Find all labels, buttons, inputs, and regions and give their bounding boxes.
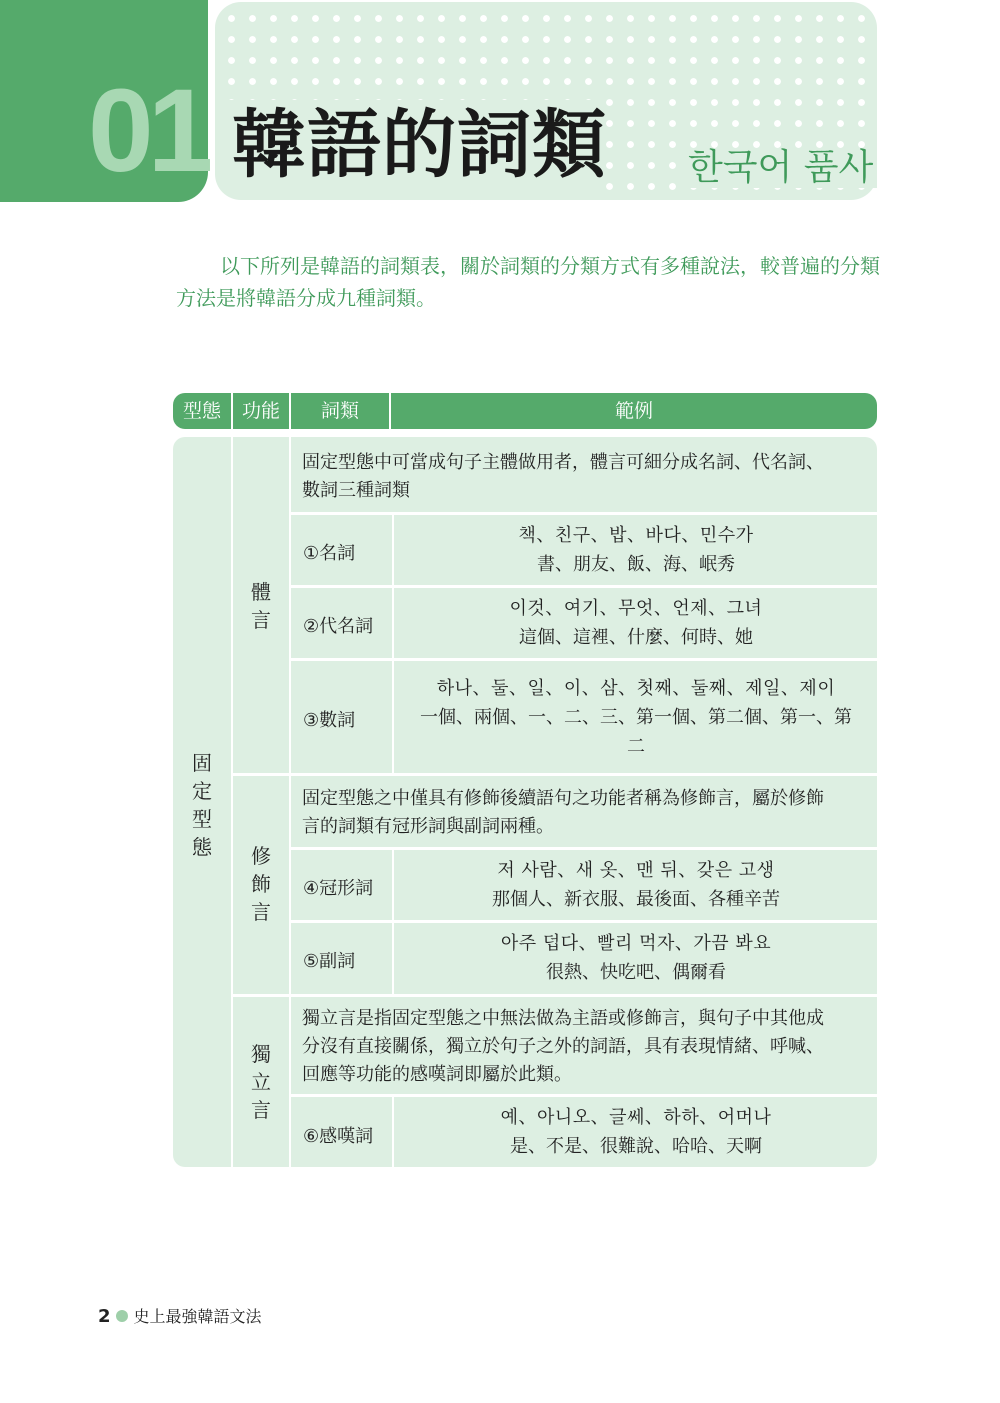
description-line: 分沒有直接關係，獨立於句子之外的詞語，具有表現情緒、呼喊、 — [302, 1036, 824, 1057]
example-chinese: 這個、這裡、什麼、何時、她 — [519, 627, 753, 648]
example-chinese: 是、不是、很難說、哈哈、天啊 — [510, 1136, 762, 1157]
divider — [291, 585, 877, 588]
word-class-pronoun: ②代名詞 — [303, 616, 374, 637]
divider — [289, 437, 291, 1167]
group-description — [302, 449, 868, 505]
example-korean: 책、친구、밥、바다、민수가 — [518, 525, 754, 546]
divider — [233, 773, 877, 776]
description-line: 固定型態之中僅具有修飾後續語句之功能者稱為修飾言，屬於修飾 — [302, 788, 824, 809]
group-description — [302, 785, 868, 841]
header-examples: 範例 — [391, 393, 877, 429]
chapter-number-text: 01 — [88, 65, 208, 197]
word-class-table — [173, 437, 877, 1167]
example-cell — [395, 856, 877, 914]
example-chinese: 很熱、快吃吧、偶爾看 — [546, 962, 726, 983]
description-line: 獨立言是指固定型態之中無法做為主語或修飾言，與句子中其他成 — [302, 1008, 824, 1029]
divider — [291, 658, 877, 661]
chapter-number-block — [0, 0, 208, 202]
example-chinese: 二 — [627, 736, 645, 757]
description-line: 固定型態中可當成句子主體做用者，體言可細分成名詞、代名詞、 — [302, 452, 824, 473]
example-korean: 아주 덥다、빨리 먹자、가끔 봐요 — [500, 933, 772, 954]
divider — [291, 920, 877, 923]
example-korean: 저 사람、새 옷、맨 뒤、갖은 고생 — [497, 860, 775, 881]
example-korean: 이것、여기、무엇、언제、그녀 — [509, 598, 763, 619]
divider — [392, 512, 394, 775]
bullet-dot-icon — [116, 1310, 128, 1322]
header-function: 功能 — [233, 393, 289, 429]
example-cell — [395, 674, 877, 761]
example-korean: 예、아니오、글쎄、하하、어머나 — [500, 1107, 772, 1128]
example-cell — [395, 1103, 877, 1161]
group-description — [302, 1005, 868, 1089]
chapter-number — [88, 65, 208, 197]
divider — [231, 437, 233, 1167]
word-class-noun: ①名詞 — [303, 543, 356, 564]
description-line: 回應等功能的感嘆詞即屬於此類。 — [302, 1064, 572, 1085]
function-label-substantive: 體言 — [251, 580, 271, 632]
header-form: 型態 — [173, 393, 231, 429]
word-class-determiner: ④冠形詞 — [303, 878, 374, 899]
form-label: 固定型態 — [192, 751, 212, 859]
divider — [291, 512, 877, 515]
example-cell — [395, 929, 877, 987]
function-label-independent: 獨立言 — [251, 1042, 271, 1122]
intro-line-1: 以下所列是韓語的詞類表，關於詞類的分類方式有多種說法，較普遍 — [220, 254, 820, 278]
divider — [291, 1094, 877, 1097]
table-header-row — [173, 393, 877, 429]
example-korean: 하나、둘、일、이、삼、첫째、둘째、제일、제이 — [436, 678, 836, 699]
description-line: 言的詞類有冠形詞與副詞兩種。 — [302, 816, 554, 837]
word-class-numeral: ③數詞 — [303, 710, 356, 731]
page-number: 2 — [98, 1306, 111, 1327]
function-label-modifier: 修飾言 — [251, 844, 271, 924]
description-line: 數詞三種詞類 — [302, 480, 410, 501]
example-chinese: 那個人、新衣服、最後面、各種辛苦 — [492, 889, 780, 910]
divider — [291, 847, 877, 850]
example-chinese: 一個、兩個、一、二、三、第一個、第二個、第一、第 — [420, 707, 852, 728]
intro-line-2: 的分類方法是將韓語分成九種詞類。 — [176, 254, 880, 310]
page-footer — [98, 1304, 262, 1327]
divider — [392, 1096, 394, 1167]
divider — [233, 994, 877, 997]
example-chinese: 書、朋友、飯、海、岷秀 — [537, 554, 735, 575]
header-word-class: 詞類 — [291, 393, 389, 429]
page-title: 韓語的詞類 — [232, 102, 607, 188]
intro-paragraph — [176, 250, 886, 314]
example-cell — [395, 521, 877, 579]
example-cell — [395, 594, 877, 652]
word-class-interjection: ⑥感嘆詞 — [303, 1126, 374, 1147]
word-class-adverb: ⑤副詞 — [303, 951, 356, 972]
book-title: 史上最強韓語文法 — [133, 1307, 262, 1326]
page-subtitle-korean: 한국어 품사 — [684, 148, 877, 188]
